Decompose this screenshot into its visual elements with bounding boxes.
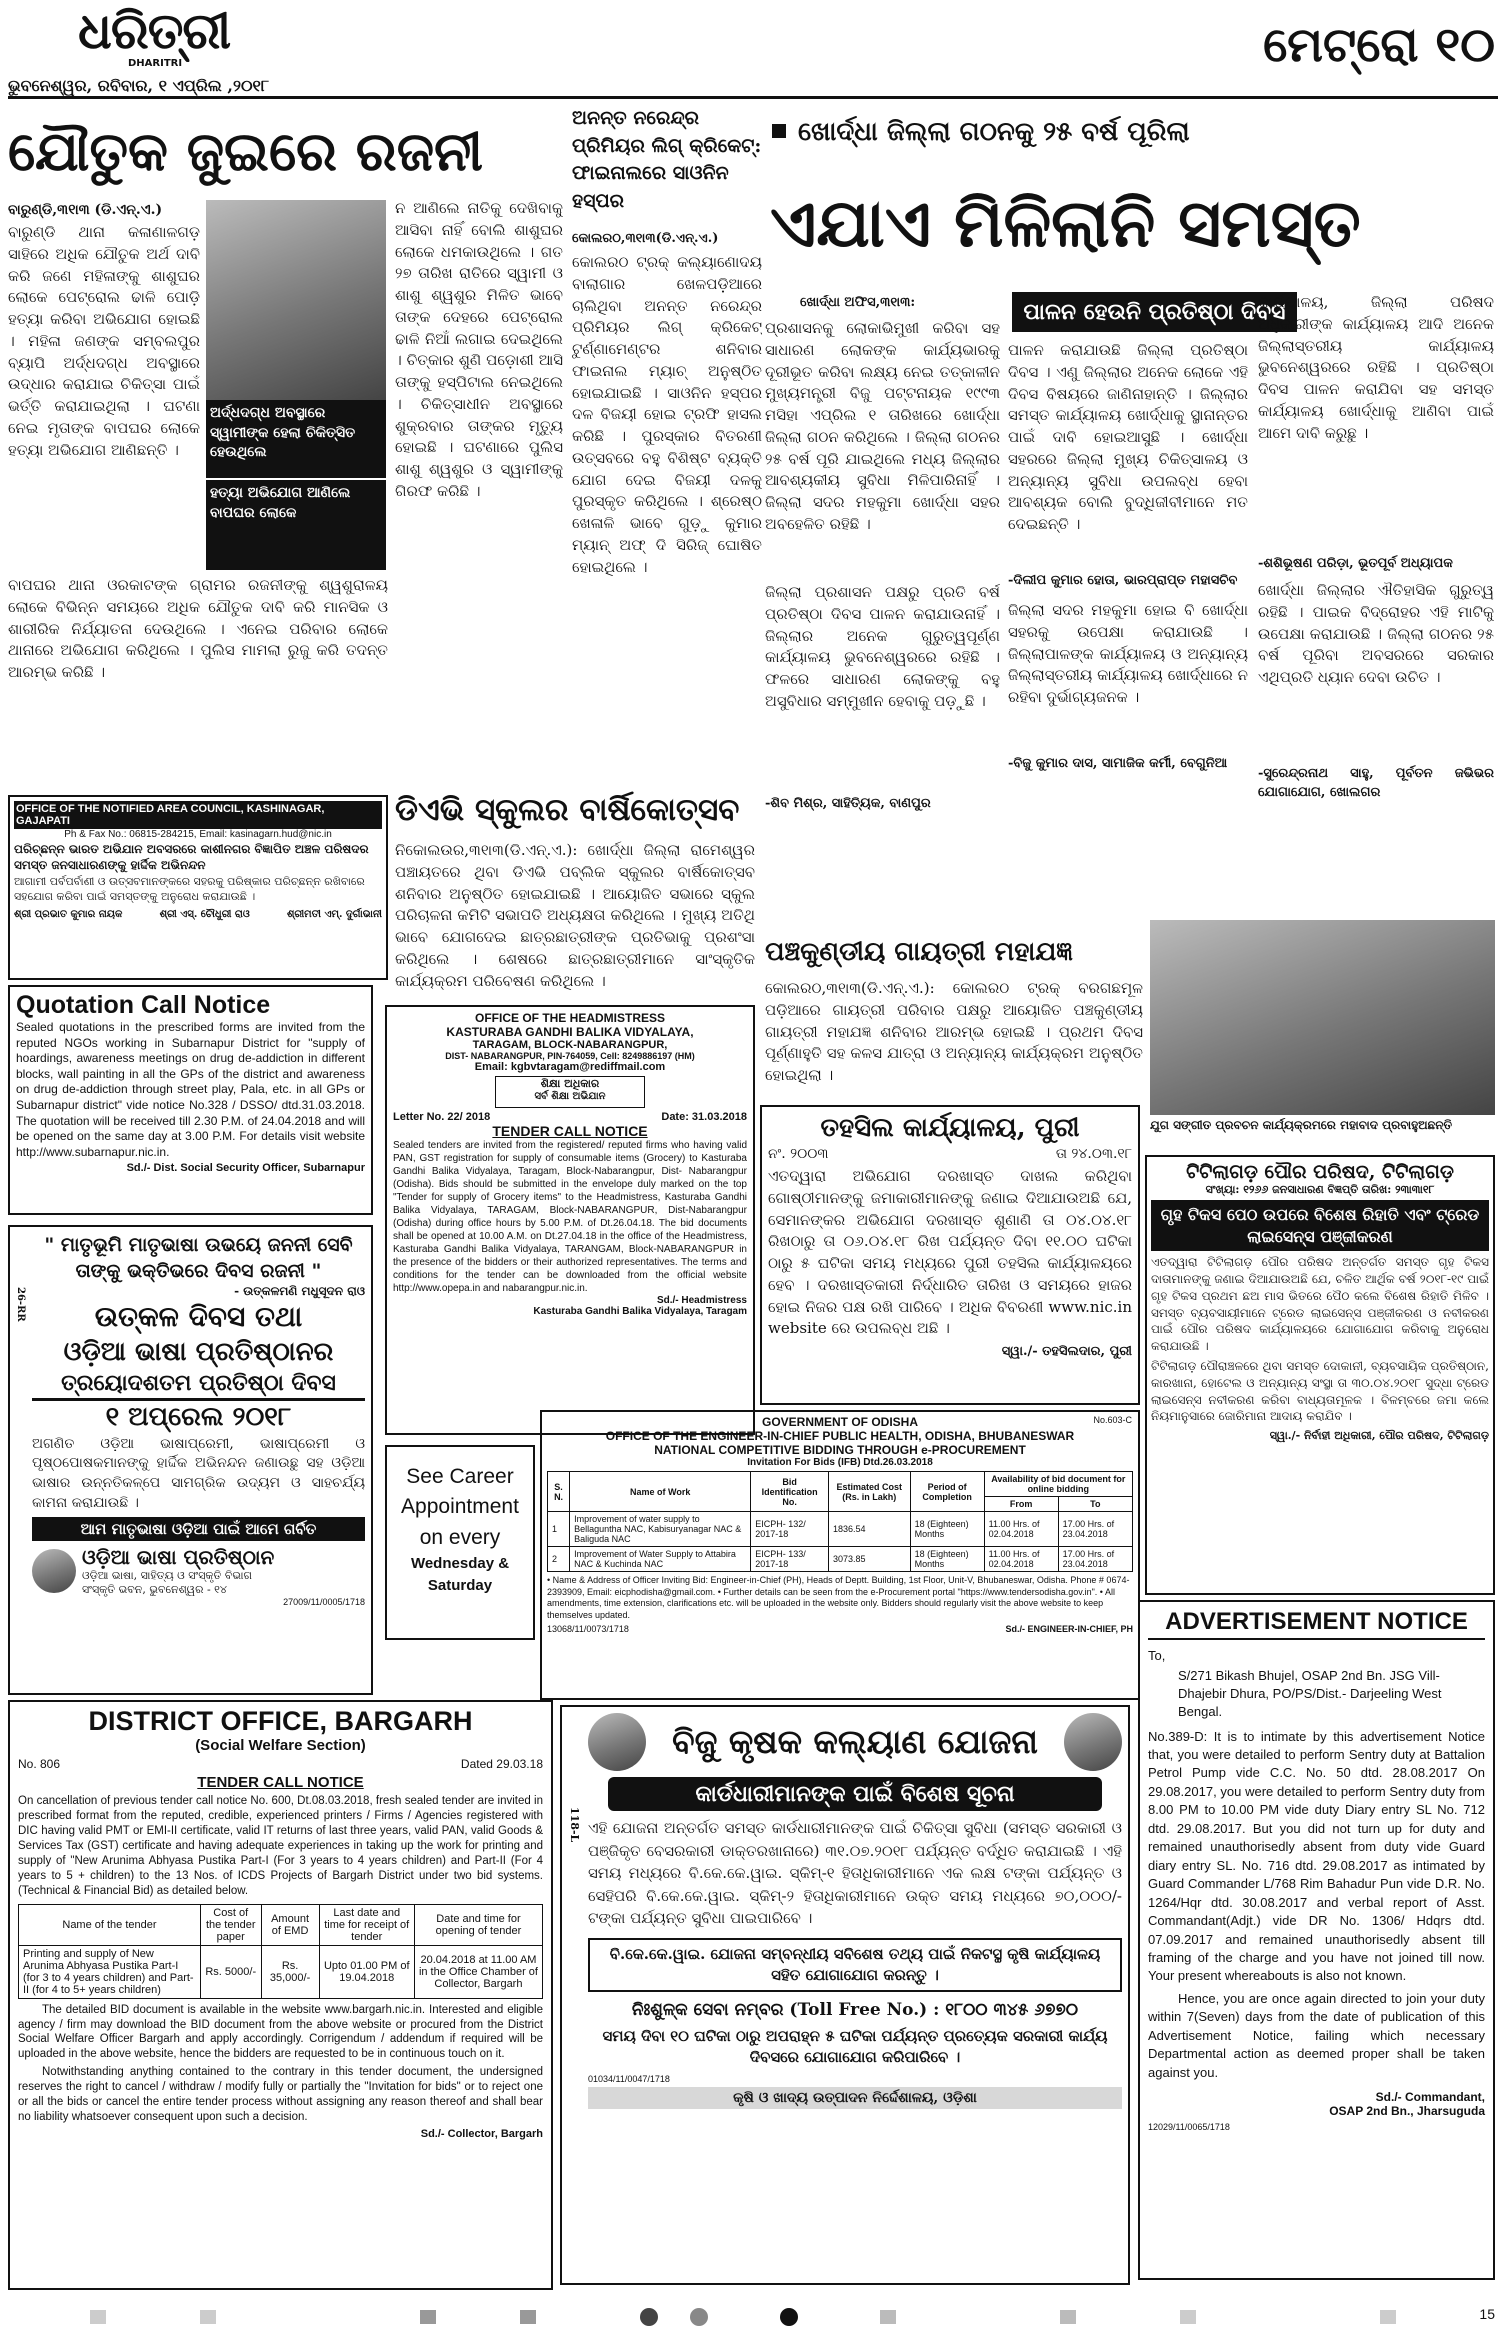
ad-phed-th-cost: Estimated Cost (Rs. in Lakh) xyxy=(828,1472,910,1512)
dowry-headline: ଯୌତୁକ ଜୁଇରେ ରଜନୀ xyxy=(8,119,483,183)
ad-career-line-3: on every xyxy=(419,1525,501,1549)
ad-advert-address: S/271 Bikash Bhujel, OSAP 2nd Bn. JSG Vill- Dhajebir Dhura, PO/PS/Dist.- Darjeeling West Bengal. xyxy=(1178,1668,1442,1720)
ad-advert-body-2: Hence, you are once again directed to join your duty within 7(Seven) days from the date of publication of this Advertisement Notice, failing which necessary Departmental action as deemed proper shall be taken against you. xyxy=(1148,1990,1485,2080)
ad-kalia-tollfree: ନିଃଶୁଳ୍କ ସେବା ନମ୍ବର (Toll Free No.) : ୧୮୦୦ ୩୪୫ ୬୭୭୦ xyxy=(631,1999,1079,2020)
ad-kalia-govt-emblem xyxy=(588,1713,646,1771)
footer-mark xyxy=(200,2310,216,2324)
ad-advert xyxy=(1138,1600,1495,2280)
ad-bargarh-body-2: The detailed BID document is available in the website www.bargarh.nic.in. Interested and eligible agency / firm may download the BID document from the above website or procured from the District Social Welfare Officer Bargarh and apply accordingly. Corrigendum / addendum if required will be uploaded in the above website, hence the bidders are requested to be in continuous touch on it. xyxy=(18,2003,543,2061)
ad-kgbv-emblem xyxy=(495,1076,645,1108)
ad-tahasil-no: ନଂ. ୨୦୦୩ xyxy=(768,1146,829,1162)
ad-utkal-emblem xyxy=(32,1549,76,1593)
ad-bargarh-date: Dated 29.03.18 xyxy=(460,1757,543,1771)
ad-nac-title: OFFICE OF THE NOTIFIED AREA COUNCIL, KASHINAGAR, GAJAPATI xyxy=(14,801,382,829)
ad-kgbv-letter-no: Letter No. 22/ 2018 xyxy=(393,1111,491,1123)
dowry-col1: ବାରୁଣ୍ଡି ଥାନା କଳାଣାଳଗଡ଼ ସାହିରେ ଅଧିକ ଯୌତୁକ ଅର୍ଥ ଦାବି କରି ଜଣେ ମହିଳାଙ୍କୁ ଶାଶୁଘର ଲୋକେ ପେଟ୍ରୋଲ ଢାଳି ପୋଡ଼ି ହତ୍ୟା କରିବା ଅଭିଯୋଗ ହୋଇଛି । ମହିଳା ଜଣଙ୍କ ସମ୍ବଲପୁର ବ୍ୟାପି ଅର୍ଦ୍ଧଦଗ୍ଧ ଅବସ୍ଥାରେ ଉଦ୍ଧାର କରାଯାଇ ଚିକିତ୍ସା ପାଇଁ ଭର୍ତ୍ତି କରାଯାଇଥିଲା । ଘଟଣା ନେଇ ମୃତାଙ୍କ ବାପଘର ଲୋକେ ହତ୍ୟା ଅଭିଯୋଗ ଆଣିଛନ୍ତି । xyxy=(8,223,200,459)
masthead-logo: ଧରିତ୍ରୀ xyxy=(78,1,231,60)
ad-utkal-body: ଅଗଣିତ ଓଡ଼ିଆ ଭାଷାପ୍ରେମୀ, ଭାଷାପ୍ରେମୀ ଓ ପୃଷ୍ଠପୋଷକମାନଙ୍କୁ ହାର୍ଦ୍ଦିକ ଅଭିନନ୍ଦନ ଜଣାଉଛୁ ସହ ଓଡ଼ିଆ ଭାଷାର ଉନ୍ନତିକଳ୍ପେ ସାମଗ୍ରିକ ଉଦ୍ୟମ ଓ ସାହଚର୍ଯ୍ୟ କାମନା କରାଯାଉଛି । xyxy=(32,1435,365,1511)
ad-quotation xyxy=(8,985,373,1215)
dowry-photo-caption-1: ଅର୍ଦ୍ଧଦଗ୍ଧ ଅବସ୍ଥାରେ ସ୍ୱାମୀଙ୍କ ହେଲା ଚିକିତ୍ସିତ ହେଉଥିଲେ xyxy=(206,400,386,478)
ad-phed xyxy=(540,1410,1140,1700)
ad-kalia-body: ଏହି ଯୋଜନା ଅନ୍ତର୍ଗତ ସମସ୍ତ କାର୍ଡଧାରୀମାନଙ୍କ ପାଇଁ ଚିକିତ୍ସା ସୁବିଧା (ସମସ୍ତ ସରକାରୀ ଓ ପଞ୍ଜିକୃତ ବେସରକାରୀ ଡାକ୍ତରଖାନାରେ) ୩୧.୦୭.୨୦୧୮ ପର୍ଯ୍ୟନ୍ତ ବର୍ଦ୍ଧିତ କରାଯାଇଛି । ଏହି ସମୟ ମଧ୍ୟରେ ବି.କେ.କେ.ୱାଇ. ସ୍କିମ୍-୧ ହିତାଧିକାରୀମାନେ ଏକ ଲକ୍ଷ ଟଙ୍କା ପର୍ଯ୍ୟନ୍ତ ଓ ସେହିପରି ବି.କେ.କେ.ୱାଇ. ସ୍କିମ୍-୨ ହିତାଧିକାରୀମାନେ ଉକ୍ତ ସମୟ ମଧ୍ୟରେ ୭୦,୦୦୦/- ଟଙ୍କା ପର୍ଯ୍ୟନ୍ତ ସୁବିଧା ପାଇପାରିବେ । xyxy=(588,1819,1122,1927)
ad-utkal-title-2: ଓଡ଼ିଆ ଭାଷା ପ୍ରତିଷ୍ଠାନର xyxy=(63,1336,334,1367)
cricket-body: କୋଲରଠ ଟ୍ରକ୍ କଲ୍ୟାଣୋଦୟ ବାଲାଗାର ଖେଳପଡ଼ିଆରେ ଚାଲିଥିବା ଅନନ୍ତ ନରେନ୍ଦ୍ର ପ୍ରିମିୟର ଲିଗ୍ କ୍ରିକେଟ୍ ଟୁର୍ଣ୍ଣାମେଣ୍ଟର ଶନିବାର ଫାଇନାଲ ମ୍ୟାଚ୍ ଅନୁଷ୍ଠିତ ହୋଇଯାଇଛି । ସାଓନିନ ହସ୍ପର ଦଳ ବିଜୟୀ ହୋଇ ଟ୍ରଫି ହାସଲ କରିଛି । ପୁରସ୍କାର ବିତରଣୀ ଉତ୍ସବରେ ବହୁ ବିଶିଷ୍ଟ ବ୍ୟକ୍ତି ଯୋଗ ଦେଇ ବିଜୟୀ ଦଳକୁ ପୁରସ୍କୃତ କରିଥିଲେ । ଶ୍ରେଷ୍ଠ ଖେଳାଳି ଭାବେ ଗୁଡ଼ୁ କୁମାର ମ୍ୟାନ୍ ଅଫ୍ ଦି ସିରିଜ୍ ଘୋଷିତ ହୋଇଥିଲେ । xyxy=(572,253,762,576)
dowry-col1b: ବାପଘର ଥାନା ଓରକାଟଙ୍କ ଗ୍ରାମର ରଜନୀଙ୍କୁ ଶ୍ୱଶୁରାଳୟ ଲୋକେ ବିଭିନ୍ନ ସମୟରେ ଅଧିକ ଯୌତୁକ ଦାବି କରି ମାନସିକ ଓ ଶାରୀରିକ ନିର୍ଯ୍ୟାତନା ଦେଉଥିଲେ । ଏନେଇ ପରିବାର ଲୋକେ ଥାନାରେ ଅଭିଯୋଗ କରିଥିଲେ । ପୁଲିସ ମାମଲା ରୁଜୁ କରି ତଦନ୍ତ ଆରମ୍ଭ କରିଛି । xyxy=(8,576,388,681)
ad-kalia-banner: କାର୍ଡଧାରୀମାନଙ୍କ ପାଇଁ ବିଶେଷ ସୂଚନା xyxy=(608,1777,1102,1811)
table-cell: EICPH- 132/ 2017-18 xyxy=(751,1512,829,1547)
dowry-photo-caption-2: ହତ୍ୟା ଅଭିଯୋଗ ଆଣିଲେ ବାପଘର ଲୋକେ xyxy=(206,480,386,570)
table-cell: 1 xyxy=(548,1512,570,1547)
ad-utkal-quote: " ମାତୃଭୂମି ମାତୃଭାଷା ଉଭୟେ ଜନନୀ ସେବି ତାଙ୍କୁ ଭକ୍ତିଭରେ ଦିବସ ରଜନୀ " xyxy=(44,1234,353,1282)
ad-phed-th-work: Name of Work xyxy=(570,1472,751,1512)
gayatri-photo-caption: ଯୁଗ ସଙ୍ଗୀତ ପ୍ରବଚନ କାର୍ଯ୍ୟକ୍ରମରେ ମହାବାଦ ପ୍ରବାହୁଅଛନ୍ତି xyxy=(1150,1118,1453,1132)
khordha-headline: ଏଯାଏ ମିଳିଲାନି ସମସ୍ତ xyxy=(770,184,1361,262)
ad-kgbv-emblem-2: ସର୍ବ ଶିକ୍ଷା ଅଭିଯାନ xyxy=(534,1091,606,1102)
khordha-col1b: ଜିଲ୍ଲା ପ୍ରଶାସନ ପକ୍ଷରୁ ପ୍ରତି ବର୍ଷ ପ୍ରତିଷ୍ଠା ଦିବସ ପାଳନ କରାଯାଉନାହିଁ । ଜିଲ୍ଲାର ଅନେକ ଗୁରୁତ୍ୱପୂର୍ଣ୍ଣ କାର୍ଯ୍ୟାଳୟ ଭୁବନେଶ୍ୱରରେ ରହିଛି । ଫଳରେ ସାଧାରଣ ଲୋକଙ୍କୁ ବହୁ ଅସୁବିଧାର ସମ୍ମୁଖୀନ ହେବାକୁ ପଡ଼ୁଛି । xyxy=(765,583,1000,710)
khordha-col3b: ଖୋର୍ଦ୍ଧା ଜିଲ୍ଲାର ଐତିହାସିକ ଗୁରୁତ୍ୱ ରହିଛି । ପାଇକ ବିଦ୍ରୋହର ଏହି ମାଟିକୁ ଉପେକ୍ଷା କରାଯାଉଛି । ଜିଲ୍ଲା ଗଠନର ୨୫ ବର୍ଷ ପୂରିବା ଅବସରରେ ସରକାର ଏଥିପ୍ରତି ଧ୍ୟାନ ଦେବା ଉଚିତ । xyxy=(1258,581,1494,686)
table-cell: 17.00 Hrs. of 23.04.2018 xyxy=(1058,1547,1132,1572)
ad-phed-line-3: NATIONAL COMPETITIVE BIDDING THROUGH e-PROCUREMENT xyxy=(654,1443,1026,1457)
table-row xyxy=(548,1547,1133,1572)
footer-mark xyxy=(1380,2310,1396,2324)
ad-kalia-scheme-logo xyxy=(1064,1713,1122,1771)
footer-mark xyxy=(90,2310,106,2324)
ad-nac-contact: Ph & Fax No.: 06815-284215, Email: kasinagarn.hud@nic.in xyxy=(64,829,332,840)
table-cell: Improvement of Water Supply to Attabira NAC & Kuchinda NAC xyxy=(570,1547,751,1572)
table-cell: 20.04.2018 at 11.00 AM in the Office Chamber of Collector, Bargarh xyxy=(414,1945,542,1998)
ad-titilagarh-banner: ଗୃହ ଟିକସ ପେଠ ଉପରେ ବିଶେଷ ରିହାତି ଏବଂ ଟ୍ରେଡ ଲାଇସେନ୍ସ ପଞ୍ଜୀକରଣ xyxy=(1151,1200,1489,1251)
ad-kalia-timing: ସମୟ ଦିବା ୧୦ ଘଟିକା ଠାରୁ ଅପରାହ୍ନ ୫ ଘଟିକା ପର୍ଯ୍ୟନ୍ତ ପ୍ରତ୍ୟେକ ସରକାରୀ କାର୍ଯ୍ୟ ଦିବସରେ ଯୋଗାଯୋଗ କରିପାରିବେ । xyxy=(602,2026,1108,2066)
ad-bargarh-body: On cancellation of previous tender call notice No. 600, Dt.08.03.2018, fresh sealed tender are invited in prescribed format from the reputed, credible, experienced printers / Firms / Agencies registered with DIC having valid PMT or EMI-II certificate, valid IT returns of last three years, valid PAN, valid Goods & Services Tax (GST) certificate and having adequate experiences in taking up the work for printing and supply of "New Arunima Abhyasa Pustika Part-I (For 3 years to 4 years children) and Part-II (For 4 years to 5 + children) to the 13 Nos. of ICDS Projects of Bargarh District under two bid systems. (Technical & Financial Bid) as detailed below. xyxy=(18,1795,543,1897)
ad-career-line-2: Appointment xyxy=(401,1495,519,1519)
ad-utkal-date: ୧ ଅପ୍ରେଲ ୨୦୧୮ xyxy=(105,1402,292,1433)
gayatri-photo xyxy=(1150,920,1495,1115)
ad-utkal-org-sub-2: ସଂସ୍କୃତି ଭବନ, ଭୁବନେଶ୍ୱର - ୧୪ xyxy=(82,1583,227,1597)
khordha-col3: କାର୍ଯ୍ୟାଳୟ, ଜିଲ୍ଲା ପରିଷଦ ଅଧିକାରୀଙ୍କ କାର୍ଯ୍ୟାଳୟ ଆଦି ଅନେକ ଜିଲ୍ଲାସ୍ତରୀୟ କାର୍ଯ୍ୟାଳୟ ଭୁବନେଶ୍ୱରରେ ରହିଛି । ପ୍ରତିଷ୍ଠା ଦିବସ ପାଳନ କରାଯିବା ସହ ସମସ୍ତ କାର୍ଯ୍ୟାଳୟ ଖୋର୍ଦ୍ଧାକୁ ଆଣିବା ପାଇଁ ଆମେ ଦାବି କରୁଛୁ । xyxy=(1258,293,1494,442)
masthead-rule xyxy=(8,96,1498,99)
table-row xyxy=(548,1512,1133,1547)
ad-career-line-4: Wednesday & Saturday xyxy=(410,1555,510,1595)
ad-kgbv-title-3: TARAGAM, BLOCK-NABARANGPUR, xyxy=(472,1039,668,1051)
table-cell: Improvement of water supply to Bellaguntha NAC, Kabisuryanagar NAC & Baliguda NAC xyxy=(570,1512,751,1547)
ad-titilagarh xyxy=(1145,1155,1495,1595)
ad-phed-notes: • Name & Address of Officer Inviting Bid: Engineer-in-Chief (PH), Heads of Deptt. Building, 1st Floor, Unit-V, Bhubaneswar, Odisha. Phone # 0674-2393909, Email: eicphodisha@gmail.com. • Further details can be seen from the e-Procurement portal "https://www.tendersodisha.gov.in". • All amendments, time extension, clarifications etc. will be uploaded in the website only. Bidders should regularly visit the above website to keep themselves updated. xyxy=(547,1575,1130,1621)
ad-kgbv-date: Date: 31.03.2018 xyxy=(661,1111,747,1123)
ad-titilagarh-sign: ସ୍ୱା./- ନିର୍ବାହୀ ଅଧିକାରୀ, ପୌର ପରିଷଦ, ଟିଟିଲାଗଡ଼ xyxy=(1269,1429,1489,1443)
khordha-boxed-sub: ପାଳନ ହେଉନି ପ୍ରତିଷ୍ଠା ଦିବସ xyxy=(1012,292,1297,332)
footer-mark xyxy=(1060,2310,1076,2324)
ad-kgbv-sign-2: Kasturaba Gandhi Balika Vidyalaya, Taragam xyxy=(533,1306,747,1317)
footer-mark xyxy=(520,2310,536,2324)
ad-kalia-title: ବିଜୁ କୃଷକ କଲ୍ୟାଣ ଯୋଜନା xyxy=(672,1722,1038,1761)
ad-advert-body: No.389-D: It is to intimate by this advertisement Notice that, you were detailed to perform Sentry duty at Battalion Petrol Pump vide C.C. No. 50 dtd. 28.08.2017 On 29.08.2017, you were detailed to perform Sentry duty from 8.00 PM to 10.00 PM vide duty Diary entry SL No. 712 dtd. 29.08.2017. But you did not turn up for duty and remained unauthorisedly absent from duty vide Guard diary entry SL. No. 716 dtd. 29.08.2017 as intimated by Guard Commander L/768 Rim Bahadur Pun vide D.R. No. 1264/Hqr dtd. 30.08.2017 and verbal report of Asst. Commandant(Adjt.) vide DR No. 1306/ Hdqrs dtd. 07.09.2017 and remained unauthorisedly absent till framing of the charge and you have not joined till now. Your present whereabouts is also not known. xyxy=(1148,1728,1485,1984)
ad-bargarh-th-last: Last date and time for receipt of tender xyxy=(319,1904,414,1945)
ad-bargarh-table xyxy=(18,1904,543,1999)
ad-titilagarh-body: ଏତଦ୍ୱାରା ଟିଟିଲାଗଡ଼ ପୌର ପରିଷଦ ଅନ୍ତର୍ଗତ ସମସ୍ତ ଗୃହ ଟିକସ ଦାତାମାନଙ୍କୁ ଜଣାଇ ଦିଆଯାଉଅଛି ଯେ, ଚଳିତ ଆର୍ଥିକ ବର୍ଷ ୨୦୧୮-୧୯ ପାଇଁ ଗୃହ ଟିକସ ପ୍ରଥମ ଛଅ ମାସ ଭିତରେ ପୈଠ କଲେ ବିଶେଷ ରିହାତି ମିଳିବ । ସମସ୍ତ ବ୍ୟବସାୟୀମାନେ ଟ୍ରେଡ ଲାଇସେନ୍ସ ପଞ୍ଜୀକରଣ ଓ ନବୀକରଣ ପାଇଁ ପୌର ପରିଷଦ କାର୍ଯ୍ୟାଳୟରେ ଯୋଗାଯୋଗ କରିବାକୁ ଅନୁରୋଧ କରାଯାଉଛି । xyxy=(1151,1255,1489,1354)
ad-nac-sign-1: ଶ୍ରୀ ପ୍ରଭାତ କୁମାର ନାୟକ xyxy=(14,908,123,920)
ad-kalia-side-code: 118-L xyxy=(568,1807,581,1843)
page-number: 15 xyxy=(1479,2306,1495,2322)
section-title: ମେଟ୍ରୋ ୧୦ xyxy=(1263,17,1495,73)
footer-mark xyxy=(880,2310,896,2324)
khordha-quote-5: -ସୁରେନ୍ଦ୍ରନାଥ ସାହୁ, ପୂର୍ବତନ ଜଭିଭର ଯୋଗାଯୋଗ, ଖୋଲଗର xyxy=(1258,766,1494,800)
table-cell: 18 (Eighteen) Months xyxy=(910,1547,984,1572)
footer-mark xyxy=(1180,2310,1196,2324)
khordha-quote-4: -ଶଶିଭୂଷଣ ପରିଡ଼ା, ଭୂତପୂର୍ବ ଅଧ୍ୟାପକ xyxy=(1258,556,1453,571)
ad-kgbv-body: Sealed tenders are invited from the registered/ reputed firms who having valid PAN, GST registration for supply of consumable items (Grocery) to Kasturaba Gandhi Balika Vidyalaya, Taragam, Block-Nabarangpur, Dist- Nabarangpur (Odisha). Bids should be submitted in the envelope duly marked on the top "Tender for supply of Grocery items" to the Headmistress, Kasturaba Gandhi Balika Vidyalaya, TARAGAM, Block-NABARANGPUR, Dist-Nabarangpur (Odisha) during office hours by 5.00 P.M. of Dt.26.04.18. The bid documents shall be opened at 10.00 A.M. on Dt.27.04.18 in the office of the Headmistress, Kasturaba Gandhi Balika Vidyalaya, TARANGAM, Block-NABARANGPUR in the presence of the bidders or their authorized representatives. The terms and conditions for the tender can be downloaded from the official website http://www.opepa.in and nabarangpur.nic.in. xyxy=(393,1140,747,1294)
ad-kalia-ref: 01034/11/0047/1718 xyxy=(588,2073,670,2084)
table-cell: Upto 01.00 PM of 19.04.2018 xyxy=(319,1945,414,1998)
ad-nac xyxy=(8,795,388,980)
ad-nac-body: ଆଗାମୀ ପର୍ବପର୍ବାଣୀ ଓ ଉତ୍ସବମାନଙ୍କରେ ସହରକୁ ପରିଷ୍କାର ପରିଚ୍ଛନ୍ନ ରଖିବାରେ ସହଯୋଗ କରିବା ପାଇଁ ସମସ୍ତଙ୍କୁ ଅନୁରୋଧ କରାଯାଉଛି । xyxy=(14,875,365,904)
ad-nac-sign-3: ଶ୍ରୀମତୀ ଏମ୍. ଦୁର୍ଗାଭାନୀ xyxy=(286,908,382,920)
ad-phed-th-to: To xyxy=(1058,1497,1132,1512)
ad-tahasil-date: ତା ୨୪.୦୩.୧୮ xyxy=(1055,1146,1132,1162)
ad-phed-th-from: From xyxy=(984,1497,1058,1512)
ad-phed-th-period: Period of Completion xyxy=(910,1472,984,1512)
dowry-photo xyxy=(206,200,386,400)
ad-bargarh-th-emd: Amount of EMD xyxy=(261,1904,319,1945)
ad-utkal-org-sub-1: ଓଡ଼ିଆ ଭାଷା, ସାହିତ୍ୟ ଓ ସଂସ୍କୃତି ବିଭାଗ xyxy=(82,1569,252,1583)
masthead xyxy=(0,0,1500,100)
cricket-dateline: କୋଲରଠ,୩୧ା୩(ଡି.ଏନ୍.ଏ.) xyxy=(572,231,719,246)
khordha-quote-1: -ଦିଲୀପ କୁମାର ହୋତା, ଭାରପ୍ରାପ୍ତ ମହାସଚିବ xyxy=(1008,573,1238,588)
ad-bargarh-th-open: Date and time for opening of tender xyxy=(414,1904,542,1945)
khordha-col2b: ଜିଲ୍ଲା ସଦର ମହକୁମା ହୋଇ ବି ଖୋର୍ଦ୍ଧା ସହରକୁ ଉପେକ୍ଷା କରାଯାଉଛି । ଜିଲ୍ଲାପାଳଙ୍କ କାର୍ଯ୍ୟାଳୟ ଓ ଅନ୍ୟାନ୍ୟ ଜିଲ୍ଲାସ୍ତରୀୟ କାର୍ଯ୍ୟାଳୟ ଖୋର୍ଦ୍ଧାରେ ନ ରହିବା ଦୁର୍ଭାଗ୍ୟଜନକ । xyxy=(1008,601,1248,706)
ad-quotation-body: Sealed quotations in the prescribed forms are invited from the reputed NGOs working in Subarnapur District for "supply of hoardings, awareness meetings on drug de-addiction in different blocks, wall painting in all the GPs of the district and awareness on drug de-addiction through street play, Pala, etc. in all GPs or Subarnapur district" vide notice No.328 / DSSO/ dtd.31.03.2018. The quotation will be received till 2.30 P.M. of 24.04.2018 and will be opened on the same day at 3.00 P.M. For details visit website http://www.subarnapur.nic.in. xyxy=(16,1020,365,1159)
cricket-headline: ଅନନ୍ତ ନରେନ୍ଦ୍ର ପ୍ରିମିୟର ଲିଗ୍ କ୍ରିକେଟ୍: ଫାଇନାଲରେ ସାଓନିନ ହସ୍ପର xyxy=(572,107,762,212)
ad-bargarh-th-name: Name of the tender xyxy=(19,1904,201,1945)
table-row xyxy=(19,1945,543,1998)
ad-titilagarh-body-2: ଟିଟିଲାଗଡ଼ ପୌରାଞ୍ଚଳରେ ଥିବା ସମସ୍ତ ଦୋକାନୀ, ବ୍ୟବସାୟିକ ପ୍ରତିଷ୍ଠାନ, କାରଖାନା, ହୋଟେଲ ଓ ଅନ୍ୟାନ୍ୟ ସଂସ୍ଥା ତା ୩୦.୦୪.୨୦୧୮ ସୁଦ୍ଧା ଟ୍ରେଡ ଲାଇସେନ୍ସ ନବୀକରଣ କରିବା ବାଧ୍ୟତାମୂଳକ । ବିଳମ୍ବରେ ଜମା କଲେ ନିୟମାନୁସାରେ ଜୋରିମାନା ଆଦାୟ କରାଯିବ । xyxy=(1151,1358,1489,1424)
ad-advert-title: ADVERTISEMENT NOTICE xyxy=(1148,1608,1485,1640)
ad-bargarh-no: No. 806 xyxy=(18,1757,61,1771)
ad-kgbv xyxy=(385,1005,755,1435)
gayatri-headline: ପଞ୍ଚକୁଣ୍ଡୀୟ ଗାୟତ୍ରୀ ମହାଯଜ୍ଞ xyxy=(765,937,1073,967)
ad-kgbv-title-2: KASTURABA GANDHI BALIKA VIDYALAYA, xyxy=(446,1025,694,1039)
ad-utkal-quote-author: - ଉତ୍କଳମଣି ମଧୁସୂଦନ ରାଓ xyxy=(234,1284,365,1299)
ad-bargarh-th-cost: Cost of the tender paper xyxy=(200,1904,261,1945)
ad-bargarh-subtitle: (Social Welfare Section) xyxy=(195,1737,366,1754)
ad-kgbv-title-4: DIST- NABARANGPUR, PIN-764059, Cell: 8249886197 (HM) xyxy=(445,1051,695,1061)
dowry-col2: ନ ଆଣିଲେ ନାତିକୁ ଦେଖିବାକୁ ଆସିବା ନାହିଁ ବୋଲି ଶାଶୁଘର ଲୋକେ ଧମକାଉଥିଲେ । ଗତ ୨୭ ତାରିଖ ରାତିରେ ସ୍ୱାମୀ ଓ ଶାଶୁ ଶ୍ୱଶୁର ମିଳିତ ଭାବେ ତାଙ୍କ ଦେହରେ ପେଟ୍ରୋଲ ଢାଳି ନିଆଁ ଲଗାଇ ଦେଇଥିଲେ । ଚିତ୍କାର ଶୁଣି ପଡ଼ୋଶୀ ଆସି ତାଙ୍କୁ ହସ୍ପିଟାଲ ନେଇଥିଲେ । ଚିକିତ୍ସାଧୀନ ଅବସ୍ଥାରେ ଶୁକ୍ରବାର ତାଙ୍କର ମୃତ୍ୟୁ ହୋଇଛି । ଘଟଣାରେ ପୁଲିସ ଶାଶୁ ଶ୍ୱଶୁର ଓ ସ୍ୱାମୀଙ୍କୁ ଗିରଫ କରିଛି । xyxy=(395,199,563,500)
ad-utkal-ref: 27009/11/0005/1718 xyxy=(283,1597,365,1608)
ad-phed-ref: 13068/11/0073/1718 xyxy=(547,1623,629,1634)
ad-kgbv-email: Email: kgbvtaragam@rediffmail.com xyxy=(474,1061,666,1073)
ad-quotation-title: Quotation Call Notice xyxy=(16,991,271,1019)
ad-advert-to: To, xyxy=(1148,1648,1166,1663)
ad-phed-line-1: GOVERNMENT OF ODISHA xyxy=(761,1415,918,1429)
ad-tahasil xyxy=(760,1105,1140,1405)
table-cell: 2 xyxy=(548,1547,570,1572)
footer-registration-marks xyxy=(0,2300,1500,2334)
ad-quotation-sign: Sd./- Dist. Social Security Officer, Subarnapur xyxy=(126,1162,365,1175)
ad-utkal-title-3: ତ୍ରୟୋଦଶତମ ପ୍ରତିଷ୍ଠା ଦିବସ xyxy=(32,1369,365,1401)
masthead-logo-sub: DHARITRI xyxy=(128,58,183,69)
ad-kgbv-emblem-1: ଶିକ୍ଷା ଅଧିକାର xyxy=(540,1077,600,1090)
ad-phed-table xyxy=(547,1471,1133,1572)
table-cell: 11.00 Hrs. of 02.04.2018 xyxy=(984,1512,1058,1547)
ad-utkal-banner: ଆମ ମାତୃଭାଷା ଓଡ଼ିଆ ପାଇଁ ଆମେ ଗର୍ବିତ xyxy=(32,1517,365,1541)
ad-phed-th-sn: S. N. xyxy=(548,1472,570,1512)
ad-kalia-footer: କୃଷି ଓ ଖାଦ୍ୟ ଉତ୍ପାଦନ ନିର୍ଦ୍ଦେଶାଳୟ, ଓଡ଼ିଶା xyxy=(588,2087,1122,2109)
ad-kgbv-sign-1: Sd./- Headmistress xyxy=(656,1295,747,1306)
khordha-kicker: ଖୋର୍ଦ୍ଧା ଜିଲ୍ଲା ଗଠନକୁ ୨୫ ବର୍ଷ ପୂରିଲା xyxy=(798,117,1190,147)
ad-titilagarh-title: ଟିଟିଲାଗଡ଼ ପୌର ପରିଷଦ, ଟିଟିଲାଗଡ଼ xyxy=(1186,1161,1454,1183)
ad-tahasil-body: ଏତଦ୍ୱାରା ଅଭିଯୋଗ ଦରଖାସ୍ତ ଦାଖଲ କରିଥିବା ଗୋଷ୍ଠୀମାନଙ୍କୁ ଜମାକାରୀମାନଙ୍କୁ ଜଣାଇ ଦିଆଯାଉଅଛି ଯେ, ସେମାନଙ୍କର ଅଭିଯୋଗ ଦରଖାସ୍ତ ଶୁଣାଣି ତା ୦୪.୦୪.୧୮ ରିଖଠାରୁ ତା ୦୬.୦୪.୧୮ ରିଖ ପର୍ଯ୍ୟନ୍ତ ଦିବା ୧୧.୦୦ ଘଟିକା ଠାରୁ ୫ ଘଟିକା ସମୟ ମଧ୍ୟରେ ପୁରୀ ତହସିଲ କାର୍ଯ୍ୟାଳୟରେ ହେବ । ଦରଖାସ୍ତକାରୀ ନିର୍ଦ୍ଧାରିତ ତାରିଖ ଓ ସମୟରେ ହାଜର ହୋଇ ନିଜର ପକ୍ଷ ରଖି ପାରିବେ । ଅଧିକ ବିବରଣୀ www.nic.in website ରେ ଉପଲବ୍ଧ ଅଛି । xyxy=(768,1167,1132,1338)
ad-kalia xyxy=(560,1705,1130,2285)
ad-bargarh-heading: TENDER CALL NOTICE xyxy=(197,1774,364,1791)
table-cell: 17.00 Hrs. of 23.04.2018 xyxy=(1058,1512,1132,1547)
ad-utkal xyxy=(8,1225,373,1695)
table-cell: Rs. 5000/- xyxy=(200,1945,261,1998)
footer-mark xyxy=(690,2308,708,2326)
ad-utkal-side-code: 26-RR xyxy=(15,1287,26,1322)
ad-utkal-title-1: ଉତ୍କଳ ଦିବସ ତଥା xyxy=(94,1300,303,1334)
ad-titilagarh-meta: ସଂଖ୍ୟା: ୧୨୬୬ ଜନସାଧାରଣ ବିଜ୍ଞପ୍ତି ତାରିଖ: ୨୩ା୩ା୧୮ xyxy=(1205,1183,1435,1196)
khordha-quote-3: -ଶିବ ମିଶ୍ର, ସାହିତ୍ୟିକ, ବାଣପୁର xyxy=(765,796,931,811)
ad-kgbv-title-1: OFFICE OF THE HEADMISTRESS xyxy=(474,1011,665,1025)
masthead-dateline: ଭୁବନେଶ୍ୱର, ରବିବାର, ୧ ଏପ୍ରିଲ ,୨୦୧୮ xyxy=(8,76,270,95)
ad-bargarh xyxy=(8,1700,553,2290)
khordha-quote-2: -ବିଜୁ କୁମାର ଦାସ, ସାମାଜିକ କର୍ମୀ, ବେଗୁନିଆ xyxy=(1008,756,1228,771)
khordha-kicker-bullet xyxy=(772,124,786,138)
table-cell: EICPH- 133/ 2017-18 xyxy=(751,1547,829,1572)
footer-mark xyxy=(640,2308,658,2326)
footer-mark xyxy=(780,2308,798,2326)
footer-mark xyxy=(420,2310,436,2324)
table-cell: Printing and supply of New Arunima Abhyasa Pustika Part-I (for 3 to 4 years children) and Part-II (for 4 to 5+ years children) xyxy=(19,1945,201,1998)
ad-tahasil-title: ତହସିଲ କାର୍ଯ୍ୟାଳୟ, ପୁରୀ xyxy=(820,1113,1080,1143)
table-cell: 11.00 Hrs. of 02.04.2018 xyxy=(984,1547,1058,1572)
dowry-dateline: ବାରୁଣ୍ଡି,୩୧ା୩ (ଡି.ଏନ୍.ଏ.) xyxy=(8,202,163,218)
ad-phed-sign: Sd./- ENGINEER-IN-CHIEF, PH xyxy=(1005,1623,1133,1634)
ad-nac-heading: ପରିଚ୍ଛନ୍ନ ଭାରତ ଅଭିଯାନ ଅବସରରେ କାଶୀନଗର ବିଜ୍ଞାପିତ ଅଞ୍ଚଳ ପରିଷଦର ସମସ୍ତ ଜନସାଧାରଣଙ୍କୁ ହାର୍ଦ୍ଦିକ ଅଭିନନ୍ଦନ xyxy=(14,842,369,872)
table-cell: 3073.85 xyxy=(828,1547,910,1572)
ad-bargarh-body-3: Notwithstanding anything contained to the contrary in this tender document, the undersigned reserves the right to cancel / withdraw / modify fully or partially the "Invitation for bids" or to reject one or all the bids or cancel the entire tender process without assigning any reason thereof and shall bear no liability whatsoever consequent upon such a decision. xyxy=(18,2066,543,2124)
table-cell: 18 (Eighteen) Months xyxy=(910,1512,984,1547)
ad-kgbv-heading: TENDER CALL NOTICE xyxy=(492,1123,648,1139)
khordha-col1: ପ୍ରଶାସନକୁ ଲୋକାଭିମୁଖୀ କରିବା ସହ ସାଧାରଣ ଲୋକଙ୍କ କାର୍ଯ୍ୟଭାରକୁ ଦୂରୀଭୂତ କରିବା ଲକ୍ଷ୍ୟ ନେଇ ତତ୍କାଳୀନ ମୁଖ୍ୟମନ୍ତ୍ରୀ ବିଜୁ ପଟ୍ଟନାୟକ ୧୯୯୩ ମସିହା ଏପ୍ରିଲ ୧ ତାରିଖରେ ଖୋର୍ଦ୍ଧା ଜିଲ୍ଲା ଗଠନ କରିଥିଲେ । ଜିଲ୍ଲା ଗଠନର ୨୫ ବର୍ଷ ପୂରି ଯାଇଥିଲେ ମଧ୍ୟ ଜିଲ୍ଲାର ଆବଶ୍ୟକୀୟ ସୁବିଧା ମିଳିପାରିନାହିଁ । ଜିଲ୍ଲା ସଦର ମହକୁମା ଖୋର୍ଦ୍ଧା ସହର ଅବହେଳିତ ରହିଛି । xyxy=(765,319,1000,533)
ad-phed-ref-no: No.603-C xyxy=(1093,1415,1132,1425)
ad-tahasil-sign: ସ୍ୱା./- ତହସିଲଦାର, ପୁରୀ xyxy=(1001,1344,1132,1359)
ad-bargarh-sign: Sd./- Collector, Bargarh xyxy=(420,2128,543,2141)
khordha-dateline: ଖୋର୍ଦ୍ଧା ଅଫିସ,୩୧ା୩: xyxy=(800,295,916,310)
ad-advert-ref: 12029/11/0065/1718 xyxy=(1148,2122,1230,2133)
ad-phed-th-bid: Bid Identification No. xyxy=(751,1472,829,1512)
khordha-col2: ପାଳନ କରାଯାଉଛି ଜିଲ୍ଲା ପ୍ରତିଷ୍ଠା ଦିବସ । ଏଣୁ ଜିଲ୍ଲାର ଅନେକ ଲୋକେ ଏହି ଦିବସ ବିଷୟରେ ଜାଣିନାହାନ୍ତି । ଜିଲ୍ଲାର ସମସ୍ତ କାର୍ଯ୍ୟାଳୟ ଖୋର୍ଦ୍ଧାକୁ ସ୍ଥାନାନ୍ତର ପାଇଁ ଦାବି ହୋଇଆସୁଛି । ଖୋର୍ଦ୍ଧା ସହରରେ ଜିଲ୍ଲା ମୁଖ୍ୟ ଚିକିତ୍ସାଳୟ ଓ ଅନ୍ୟାନ୍ୟ ସୁବିଧା ଉପଲବ୍ଧ ହେବା ଆବଶ୍ୟକ ବୋଲି ବୁଦ୍ଧିଜୀବୀମାନେ ମତ ଦେଇଛନ୍ତି । xyxy=(1008,341,1248,533)
ad-advert-sign-2: OSAP 2nd Bn., Jharsuguda xyxy=(1329,2104,1485,2119)
dav-headline: ଡିଏଭି ସ୍କୁଲର ବାର୍ଷିକୋତ୍ସବ xyxy=(395,792,740,828)
ad-kalia-info: ବି.କେ.କେ.ୱାଇ. ଯୋଜନା ସମ୍ବନ୍ଧୀୟ ସବିଶେଷ ତଥ୍ୟ ପାଇଁ ନିକଟସ୍ଥ କୃଷି କାର୍ଯ୍ୟାଳୟ ସହିତ ଯୋଗାଯୋଗ କରନ୍ତୁ । xyxy=(588,1938,1122,1992)
ad-phed-line-2: OFFICE OF THE ENGINEER-IN-CHIEF PUBLIC HEALTH, ODISHA, BHUBANESWAR xyxy=(605,1429,1075,1443)
ad-phed-line-4: Invitation For Bids (IFB) Dtd.26.03.2018 xyxy=(747,1457,933,1468)
table-cell: 1836.54 xyxy=(828,1512,910,1547)
dav-body: ନିକୋଲଉର,୩୧ା୩(ଡି.ଏନ୍.ଏ.): ଖୋର୍ଦ୍ଧା ଜିଲ୍ଲା ରାମେଶ୍ୱର ପଞ୍ଚାୟତରେ ଥିବା ଡିଏଭି ପବ୍ଲିକ ସ୍କୁଲର ବାର୍ଷିକୋତ୍ସବ ଶନିବାର ଅନୁଷ୍ଠିତ ହୋଇଯାଇଛି । ଆୟୋଜିତ ସଭାରେ ସ୍କୁଲ ପରିଚାଳନା କମିଟି ସଭାପତି ଅଧ୍ୟକ୍ଷତା କରିଥିଲେ । ମୁଖ୍ୟ ଅତିଥି ଭାବେ ଯୋଗଦେଇ ଛାତ୍ରଛାତ୍ରୀଙ୍କ ପ୍ରତିଭାକୁ ପ୍ରଶଂସା କରିଥିଲେ । ଶେଷରେ ଛାତ୍ରଛାତ୍ରୀମାନେ ସାଂସ୍କୃତିକ କାର୍ଯ୍ୟକ୍ରମ ପରିବେଷଣ କରିଥିଲେ । xyxy=(395,841,755,990)
table-cell: Rs. 35,000/- xyxy=(261,1945,319,1998)
gayatri-body: କୋଲରଠ,୩୧ା୩(ଡି.ଏନ୍.ଏ.): କୋଲରଠ ଟ୍ରକ୍ ବରଗଛମୂଳ ପଡ଼ିଆରେ ଗାୟତ୍ରୀ ପରିବାର ପକ୍ଷରୁ ଆୟୋଜିତ ପଞ୍ଚକୁଣ୍ଡୀୟ ଗାୟତ୍ରୀ ମହାଯଜ୍ଞ ଶନିବାର ଆରମ୍ଭ ହୋଇଛି । ପ୍ରଥମ ଦିବସ ପୂର୍ଣ୍ଣାହୁତି ସହ କଳସ ଯାତ୍ରା ଓ ଅନ୍ୟାନ୍ୟ କାର୍ଯ୍ୟକ୍ରମ ଅନୁଷ୍ଠିତ ହୋଇଥିଲା । xyxy=(765,979,1143,1084)
ad-bargarh-title: DISTRICT OFFICE, BARGARH xyxy=(88,1706,473,1736)
ad-utkal-org: ଓଡ଼ିଆ ଭାଷା ପ୍ରତିଷ୍ଠାନ xyxy=(82,1545,275,1570)
ad-career xyxy=(385,1445,535,1640)
ad-phed-th-avail: Availability of bid document for online bidding xyxy=(984,1472,1132,1497)
ad-nac-sign-2: ଶ୍ରୀ ଏସ୍. ଚୌଧୁରୀ ରାଓ xyxy=(159,908,250,920)
ad-career-line-1: See Career xyxy=(406,1465,514,1488)
ad-advert-sign-1: Sd./- Commandant, xyxy=(1375,2090,1485,2105)
